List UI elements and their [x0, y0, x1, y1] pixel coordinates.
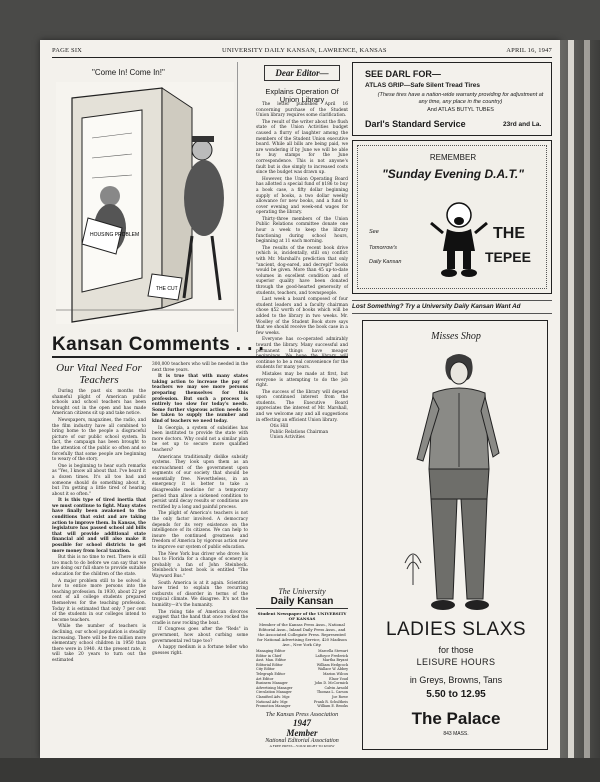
editorial-paragraph: 300,000 teachers who will be needed in the next three years. — [152, 362, 248, 373]
paper-name: UNIVERSITY DAILY KANSAN, LAWRENCE, KANSAS — [222, 47, 387, 54]
darl-ad-tubes: And ATLAS BUTYL TUBES — [427, 107, 494, 113]
palace-ad-colors: in Greys, Browns, Tans — [409, 675, 503, 685]
darl-ad-warranty: (These tires have a nation-wide warranty providing for adjustment at any time, any place in the country) — [377, 92, 544, 105]
kpa-line-3: A FREE PRESS—YOUR RIGHT TO KNOW — [269, 743, 335, 748]
adjacent-page-edge — [560, 40, 600, 782]
newspaper-page — [40, 40, 560, 758]
tepee-ad-kansan: Daily Kansan — [369, 259, 402, 265]
staff-box-title: Daily Kansan — [256, 596, 348, 609]
kpa-line-1: The Kansas Press Association — [265, 711, 339, 718]
staff-row: Editorial Editor William Hedgcock — [256, 662, 348, 667]
masthead — [52, 46, 552, 58]
scan-bottom-edge — [0, 758, 600, 782]
letter-paragraph: Last week a board composed of four student leaders and a faculty chairman chose $52 worth of books which will be added to the library in two weeks. Mr. Woolley of the Student Book store says that we should receive the book case in a few weeks. — [256, 297, 348, 336]
tepee-ad-the: THE — [493, 225, 525, 242]
editorial-paragraph: Americans traditionally dislike subsidy systems. They look upon them as an encroachment of the government upon segments of our society that should be essentially free. Nevertheless, in an emergency it is better to take a disagreeable medicine for a temporary period than allow a sickened condition to persist until decay results or conditions are rectified by a long and painful process. — [152, 454, 248, 510]
editorial-paragraph: South America is at it again. Scientists have tried to explain the recurring outbursts of disorder in terms of the tropical climate. We disagree. It's not the humidity—it's the humanity. — [152, 580, 248, 608]
letter-paragraph: Everyone has co-operated admirably toward the library. Many successful and permanent things have meager beginnings. We hope the library will continue to be a real convenience for the students for many years. — [256, 337, 348, 371]
letter-headline: Explains Operation Of Union Library — [265, 87, 339, 104]
editorial-cartoon — [52, 62, 238, 332]
staff-row: Editor in Chief LaRoyce Frederick — [256, 653, 348, 658]
letter-paragraph: The letter published April 16 concerning purchase of the Student Union library requires some clarification. — [256, 102, 348, 119]
cartoon-sign-right: THE CUT — [156, 286, 178, 292]
palace-ad-address: 843 MASS. — [443, 731, 469, 737]
staff-row: Managing Editor Marcella Stewart — [256, 649, 348, 653]
editorial-column-2 — [152, 362, 248, 657]
editorial-column-1 — [52, 362, 146, 665]
editorial-paragraph: While the number of teachers is declining, our school population is steadily increasing. There will be five million more elementary school children in 1950 than there were in 1940. At the present rate, it will take 20 years to turn out the estimated — [52, 624, 146, 663]
woman-figure-icon — [403, 349, 513, 615]
letter-signature: Otis Hill Public Relations Chairman Union Activities — [270, 424, 329, 441]
editorial-paragraph: The rising tide of American divorces suggest that the hand that once rocked the cradle is now rocking the boat. — [152, 609, 248, 626]
editorial-paragraph: If Congress goes after the "Reds" in government, how about curbing some governmental red tape too? — [152, 627, 248, 644]
letter-paragraph: The result of the writer about the flush state of the Union Activities budget caused a flurry of laughter among the members of the Student Union executive board. While all bills are being paid, we are wondering if by June we will be able to buy stamps for the June correspondence. This is not anyone's fault but is due simply to increased costs since the budget was drawn up. — [256, 119, 348, 176]
staff-box-details: Member of the Kansas Press Assn., National Editorial Assn., Inland Daily Press Assn., and the Associated Collegiate Press. Represented for National Advertising Service, 420 Madison Ave., New York City. — [257, 622, 347, 647]
staff-row: Circulation Manager Thomas L. Carson — [256, 690, 348, 695]
editorial-paragraph: The plight of America's teachers is not the only factor involved. A democracy depends for its very existence on the intelligence of its citizens. We can help to insure the continued greatness and freedom of America by vigorous action now to improve our system of public education. — [152, 511, 248, 550]
kpa-line-2: National Editorial Association — [265, 737, 339, 744]
palace-ad-shop: Misses Shop — [431, 331, 481, 342]
staff-row: Asst. Man. Editor Martha Bryant — [256, 658, 348, 663]
staff-list — [256, 649, 348, 709]
cartoon-caption: "Come In! Come In!" — [92, 68, 165, 77]
darl-ad-subhead: ATLAS GRIP—Safe Silent Tread Tires — [365, 82, 480, 89]
darl-ad-address: 23rd and La. — [503, 121, 542, 128]
staff-row: Advertising Manager Calvin Arnold — [256, 685, 348, 690]
press-association-logo — [256, 712, 348, 748]
letter-column — [256, 102, 348, 442]
issue-date: APRIL 16, 1947 — [506, 47, 552, 54]
tepee-ad-name: TEPEE — [485, 249, 531, 265]
darl-service-ad — [352, 62, 552, 136]
editorial-paragraph: Newspapers, magazines, the radio, and the film industry have all combined to bring home to the people a disgraceful picture of our public school system. In fact, the campaign has been brought to the attention of the public so often and so forcefully that some people are beginning to weary of the story. — [52, 417, 146, 463]
editorial-paragraph: The New York bus driver who drove his bus to Florida for a change of scenery is probably a fan of John Steinbeck. Steinbeck's latest book is entitled "The Wayward Bus." — [152, 551, 248, 579]
dear-editor-label: Dear Editor— — [264, 65, 340, 81]
staff-box-the: The University — [278, 587, 326, 596]
tepee-ad-slogan: "Sunday Evening D.A.T." — [382, 167, 524, 181]
section-banner: Kansan Comments . . . — [52, 334, 348, 358]
palace-ad-store: The Palace — [411, 709, 501, 728]
editorial-paragraph: In Georgia, a system of subsidies has been instituted to provide the state with more doctors. Why could not a similar plan be set up to secure more qualified teachers? — [152, 425, 248, 453]
staff-row: Business Manager John D. McCormick — [256, 681, 348, 686]
dear-editor-banner — [256, 62, 348, 86]
staff-row: Promotion Manager William E. Brooks — [256, 704, 348, 709]
staff-row: National Adv. Mgr. Frank R. Schultheis — [256, 699, 348, 704]
editorial-paragraph: It is true that with many states taking action to increase the pay of teachers we may see more persons preparing themselves for this profession. But such a process is entirely too slow for today's needs. Some further vigorous action needs to be taken to supply the number and kind of teachers we need today. — [152, 374, 248, 424]
darl-ad-footer: Darl's Standard Service — [365, 119, 466, 129]
staff-row: Telegraph Editor Marion Wilcox — [256, 671, 348, 676]
kpa-year: 1947 — [293, 717, 311, 728]
staff-row: Art Editor Elnor Youd — [256, 676, 348, 681]
staff-row: City Editor Wallace W. Abbey — [256, 667, 348, 672]
editorial-paragraph: It is this type of tired inertia that we must continue to fight. Many states have finally been awakened to the conditions that exist and are taking action to improve them. In Kansas, the legislature has passed school aid bills that will provide additional state financial aid and will also make it possible for school districts to get more money from local taxation. — [52, 498, 147, 554]
letter-paragraph: Thirty-three members of the Union Public Relations committee donate one hour a week to keep the library functioning during school hours, beginning at 11 each morning. — [256, 216, 348, 245]
letter-paragraph: The success of the library will depend upon continued interest from the students. The Executive Board appreciates the interest of Mr. Marshall, and we welcome any and all suggestions in effecting an efficient Union library. — [256, 389, 348, 423]
kpa-member: Member — [286, 727, 318, 738]
staff-box — [256, 587, 348, 748]
darl-ad-headline: SEE DARL FOR— — [365, 69, 441, 79]
cartoon-sign-left: HOUSING PROBLEM — [90, 232, 140, 238]
tepee-ad-tomorrow: Tomorrow's — [369, 245, 398, 251]
cartoon-boy-icon — [429, 199, 489, 279]
page-number: PAGE SIX — [52, 47, 83, 54]
editorial-paragraph: But this is no time to rest. There is still too much to do before we can say that we are doing our full share to provide suitable education for the children of the state. — [52, 555, 146, 577]
letter-paragraph: The results of the recent book drive (which is, incidentally, still on) conflict with Mr. Marshall's prediction that only "ancient, dog-eared, and decrepit" books would be given. More than 45 up-to-date volumes in excellent condition and of superior quality have been donated through the good-hearted generosity of students, teachers, and townspeople. — [256, 245, 348, 296]
palace-ad-product: LADIES SLAXS — [385, 619, 527, 640]
editorial-headline: Our Vital Need For Teachers — [56, 362, 142, 386]
palace-ad — [362, 320, 548, 750]
tepee-ad-remember: REMEMBER — [429, 153, 477, 162]
palace-ad-leisure: LEISURE HOURS — [416, 657, 496, 667]
staff-row: Classified Adv. Mgr. Joe Rowe — [256, 694, 348, 699]
staff-box-subtitle: Student Newspaper of the UNIVERSITY OF KANSAS — [257, 611, 347, 621]
tepee-ad — [352, 140, 552, 294]
letter-paragraph: However, the Union Operating Board has allotted a special fund of $186 to buy a book case, a fifty dollar beginning supply of books, a two dollar weekly allowance for new books, and a fund to cover evening and week-end wages for operating the library. — [256, 176, 348, 216]
palace-ad-for-those: for those — [438, 645, 474, 655]
cartoon-drawing-icon — [52, 78, 238, 328]
editorial-paragraph: A happy medium is a fortune teller who guesses right. — [152, 645, 248, 656]
want-ad-line: Lost Something? Try a University Daily Kansan Want Ad — [352, 300, 552, 314]
tepee-ad-see: See — [369, 229, 379, 235]
letter-paragraph: Mistakes may be made at first, but everyone is attempting to do the job right. — [256, 371, 348, 389]
palace-ad-price: 5.50 to 12.95 — [426, 689, 486, 700]
editorial-paragraph: During the past six months the shameful plight of American public schools and school teachers has been brought out in the open and has made American citizens sit up and take notice. — [52, 389, 146, 417]
editorial-paragraph: One is beginning to hear such remarks as "Yes, I know all about that. I've heard it a dozen times. It's all too bad and someone should do something about it, but I'm getting a little tired of hearing about it so often." — [52, 463, 146, 497]
editorial-paragraph: A major problem still to be solved is how to entice more persons into the teaching profession. In 1930, about 22 per cent of all college students prepared themselves for the teaching profession. Today it is estimated that only 7 per cent of the students in our colleges intend to become teachers. — [52, 578, 146, 623]
